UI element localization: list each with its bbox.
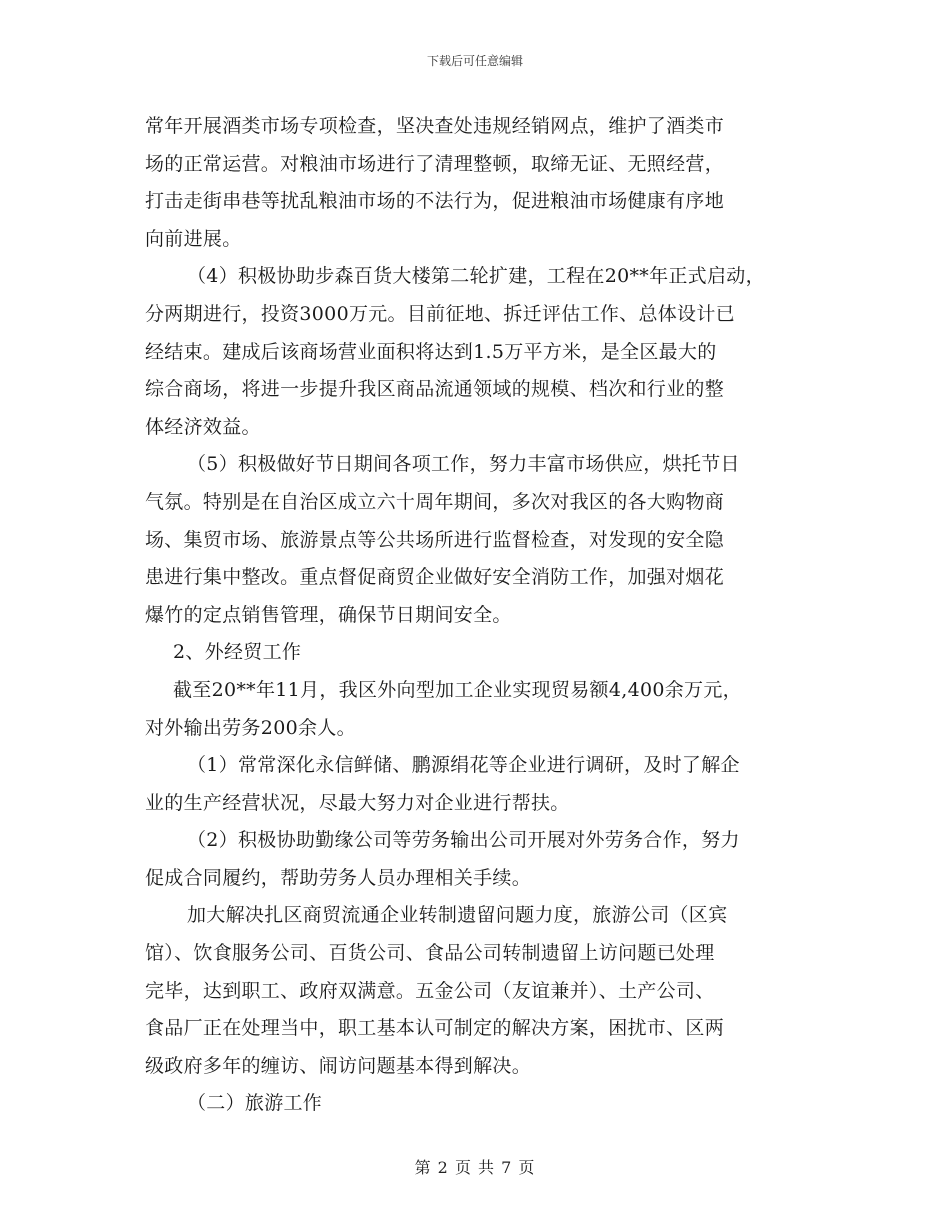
text-line: 对外输出劳务200余人。 bbox=[145, 716, 356, 739]
text-line: （2）积极协助勤缘公司等劳务输出公司开展对外劳务合作，努力 bbox=[187, 829, 740, 852]
text-line: （4）积极协助步森百货大楼第二轮扩建，工程在20**年正式启动， bbox=[187, 265, 765, 288]
text-line: 综合商场，将进一步提升我区商品流通领域的规模、档次和行业的整 bbox=[145, 378, 725, 401]
text-line: 向前进展。 bbox=[145, 227, 242, 250]
text-line: （1）常常深化永信鲜储、鹏源绢花等企业进行调研，及时了解企 bbox=[187, 754, 740, 777]
text-line: 促成合同履约，帮助劳务人员办理相关手续。 bbox=[145, 866, 532, 889]
text-line: 截至20**年11月，我区外向型加工企业实现贸易额4,400余万元， bbox=[173, 678, 742, 701]
text-line: 打击走街串巷等扰乱粮油市场的不法行为，促进粮油市场健康有序地 bbox=[145, 190, 725, 213]
text-line: 业的生产经营状况，尽最大努力对企业进行帮扶。 bbox=[145, 791, 570, 814]
text-line: （5）积极做好节日期间各项工作，努力丰富市场供应，烘托节日 bbox=[187, 453, 740, 476]
page-footer: 第 2 页 共 7 页 bbox=[414, 1158, 536, 1177]
text-line: 食品厂正在处理当中，职工基本认可制定的解决方案，困扰市、区两 bbox=[145, 1017, 725, 1040]
text-line: 完毕，达到职工、政府双满意。五金公司（友谊兼并）、土产公司、 bbox=[145, 979, 715, 1002]
text-line: 气氛。特别是在自治区成立六十周年期间，多次对我区的各大购物商 bbox=[145, 490, 725, 513]
text-line: 体经济效益。 bbox=[145, 415, 261, 438]
text-line: 爆竹的定点销售管理，确保节日期间安全。 bbox=[145, 603, 512, 626]
text-line: 经结束。建成后该商场营业面积将达到1.5万平方米，是全区最大的 bbox=[145, 340, 717, 363]
text-line: 分两期进行，投资3000万元。目前征地、拆迁评估工作、总体设计已 bbox=[145, 302, 735, 325]
text-line: 级政府多年的缠访、闹访问题基本得到解决。 bbox=[145, 1054, 532, 1077]
text-line: 2、外经贸工作 bbox=[173, 641, 302, 664]
text-line: 加大解决扎区商贸流通企业转制遗留问题力度，旅游公司（区宾 bbox=[187, 904, 728, 927]
text-line: 场、集贸市场、旅游景点等公共场所进行监督检查，对发现的安全隐 bbox=[145, 528, 725, 551]
text-line: 场的正常运营。对粮油市场进行了清理整顿，取缔无证、无照经营， bbox=[145, 152, 725, 175]
text-line: （二）旅游工作 bbox=[187, 1092, 323, 1115]
page-header: 下载后可任意编辑 bbox=[426, 54, 523, 68]
document-body bbox=[145, 108, 845, 1123]
text-line: 馆）、饮食服务公司、百货公司、食品公司转制遗留上访问题已处理 bbox=[145, 942, 715, 965]
text-line: 常年开展酒类市场专项检查，坚决查处违规经销网点，维护了酒类市 bbox=[145, 115, 725, 137]
text-line: 患进行集中整改。重点督促商贸企业做好安全消防工作，加强对烟花 bbox=[145, 566, 725, 589]
